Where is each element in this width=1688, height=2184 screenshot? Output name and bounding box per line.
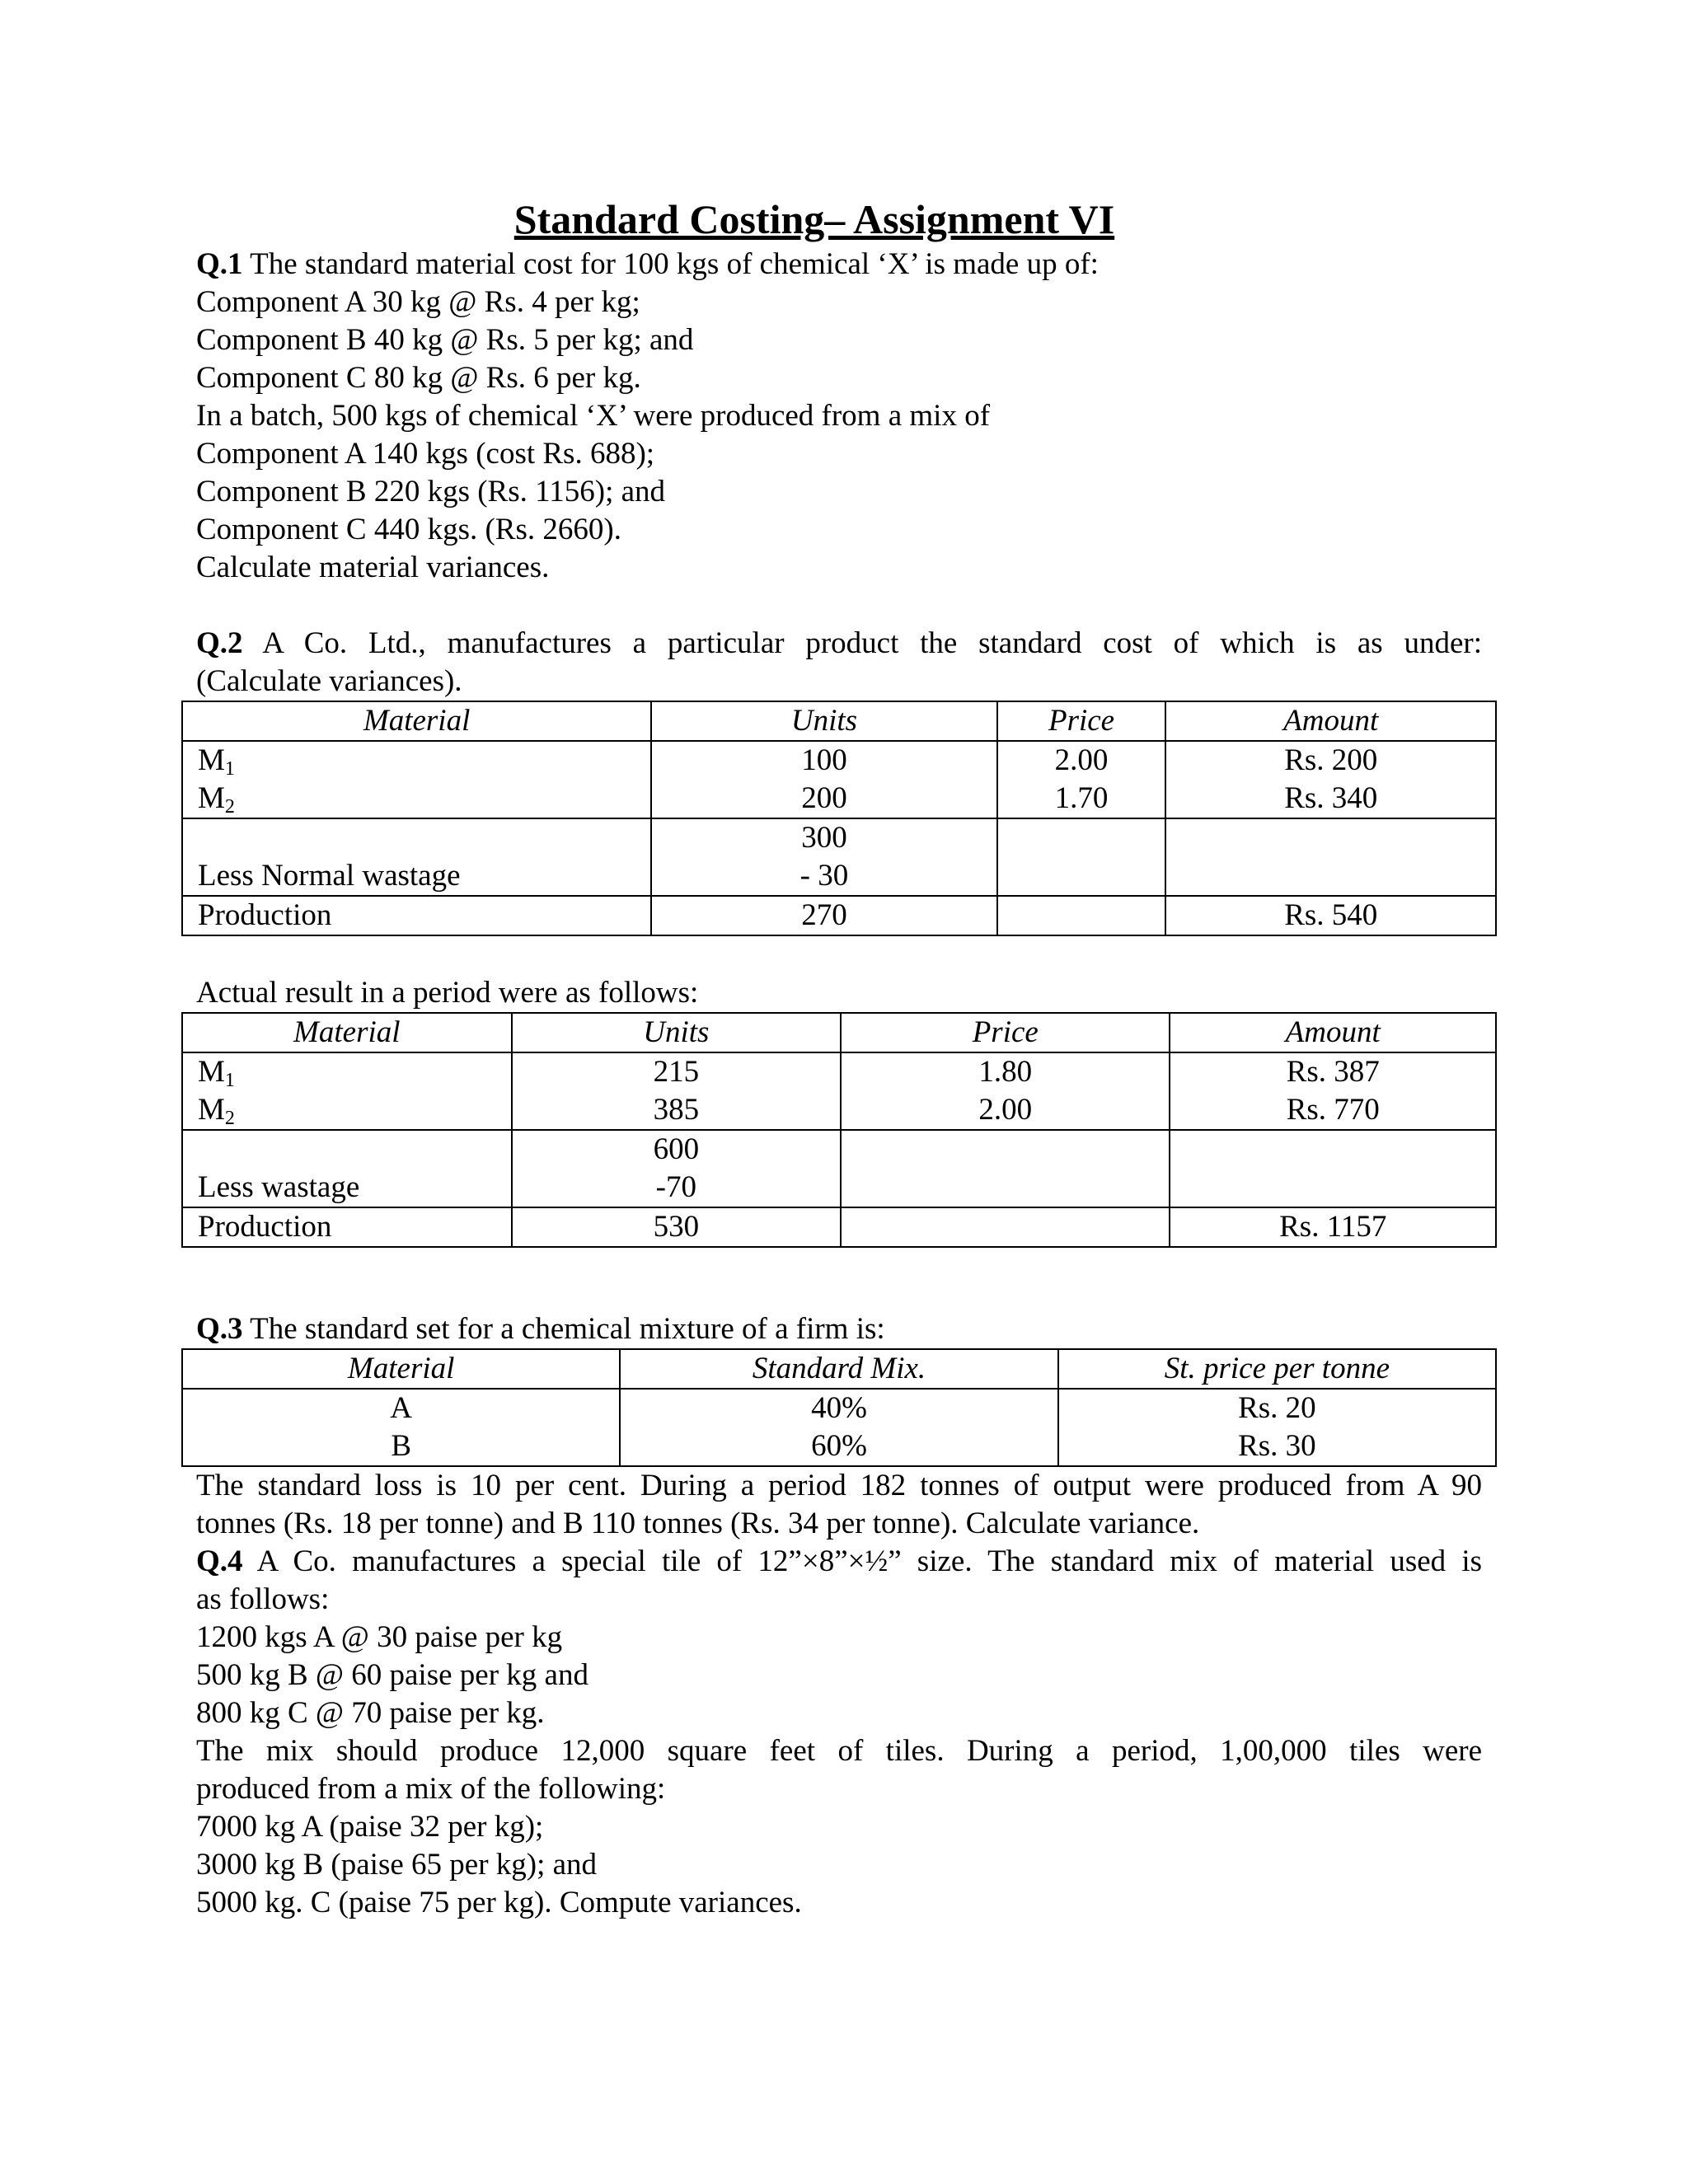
table-row: [182, 1207, 1496, 1247]
col-header-price-per-tonne: St. price per tonne: [1058, 1349, 1496, 1389]
production-amount: Rs. 540: [1165, 896, 1496, 935]
q1-intro-text: The standard material cost for 100 kgs of chemical ‘X’ is made up of:: [242, 247, 1099, 281]
q3-text-cont: tonnes (Rs. 18 per tonne) and B 110 tonnes (Rs. 34 per tonne). Calculate variance.: [196, 1507, 1200, 1540]
price-cell: Rs. 20: [1058, 1389, 1496, 1427]
actual-result-table: [181, 1012, 1497, 1248]
actual-intro: Actual result in a period were as follows:: [196, 976, 699, 1010]
q4-actual-line: 3000 kg B (paise 65 per kg); and: [196, 1848, 598, 1882]
q1-intro: [196, 246, 1482, 284]
q1-line: Component B 220 kgs (Rs. 1156); and: [196, 475, 666, 509]
production-label: Production: [182, 1207, 512, 1247]
col-header-material: Material: [182, 1013, 512, 1052]
wastage-units: - 30: [651, 857, 996, 896]
table-row: [182, 818, 1496, 857]
material-cell: $M_2$: [182, 1091, 512, 1130]
q2-intro-text: A Co. Ltd., manufactures a particular product the standard cost of which is as under:: [242, 626, 1482, 660]
q1-line: Component B 40 kg @ Rs. 5 per kg; and: [196, 323, 694, 357]
document-page: [196, 196, 1482, 1922]
production-label: Production: [182, 896, 651, 935]
q1-line: Component A 140 kgs (cost Rs. 688);: [196, 437, 655, 471]
col-header-price: Price: [841, 1013, 1170, 1052]
production-amount: Rs. 1157: [1170, 1207, 1496, 1247]
col-header-price: Price: [997, 701, 1166, 741]
wastage-label: Less Normal wastage: [182, 857, 651, 896]
q2-intro: [196, 625, 1482, 663]
standard-cost-table: [181, 701, 1497, 936]
table-row: [182, 741, 1496, 780]
wastage-units: -70: [512, 1169, 841, 1207]
q3-label: Q.3: [196, 1312, 243, 1346]
table-row: [182, 780, 1496, 818]
material-cell: $M_1$: [182, 741, 651, 780]
q1-line: Component C 440 kgs. (Rs. 2660).: [196, 513, 621, 546]
price-cell: 2.00: [841, 1091, 1170, 1130]
amount-cell: Rs. 340: [1165, 780, 1496, 818]
q3-intro: [196, 1310, 1482, 1348]
units-cell: 385: [512, 1091, 841, 1130]
standard-mix-table: [181, 1348, 1497, 1467]
q2-label: Q.2: [196, 626, 243, 660]
col-header-standard-mix: Standard Mix.: [620, 1349, 1057, 1389]
q4-actual-line: 7000 kg A (paise 32 per kg);: [196, 1810, 544, 1844]
table-header-row: [182, 1349, 1496, 1389]
production-units: 270: [651, 896, 996, 935]
total-units-cell: 600: [512, 1130, 841, 1169]
amount-cell: Rs. 200: [1165, 741, 1496, 780]
amount-cell: Rs. 387: [1170, 1052, 1496, 1091]
q4-text: The mix should produce 12,000 square feet of tiles. During a period, 1,00,000 tiles were: [196, 1734, 1482, 1768]
table-header-row: [182, 701, 1496, 741]
col-header-amount: Amount: [1170, 1013, 1496, 1052]
units-cell: 200: [651, 780, 996, 818]
production-units: 530: [512, 1207, 841, 1247]
col-header-units: Units: [651, 701, 996, 741]
q4-mix-line: 500 kg B @ 60 paise per kg and: [196, 1658, 588, 1692]
q1-line: In a batch, 500 kgs of chemical ‘X’ were produced from a mix of: [196, 399, 991, 433]
q1-line: Component C 80 kg @ Rs. 6 per kg.: [196, 361, 641, 395]
q4-actual-line: 5000 kg. C (paise 75 per kg). Compute variances.: [196, 1886, 802, 1919]
table-row: [182, 1427, 1496, 1466]
table-row: [182, 896, 1496, 935]
col-header-units: Units: [512, 1013, 841, 1052]
page-title: Standard Costing– Assignment VI: [513, 196, 1115, 242]
q4-mix-line: 1200 kgs A @ 30 paise per kg: [196, 1620, 563, 1654]
q4-label: Q.4: [196, 1544, 243, 1578]
q2-intro-cont: (Calculate variances).: [196, 664, 462, 698]
material-cell: B: [182, 1427, 620, 1466]
table-row: [182, 1130, 1496, 1169]
table-row: [182, 1052, 1496, 1091]
units-cell: 100: [651, 741, 996, 780]
col-header-amount: Amount: [1165, 701, 1496, 741]
price-cell: 1.70: [997, 780, 1166, 818]
q1-label: Q.1: [196, 247, 243, 281]
total-units-cell: 300: [651, 818, 996, 857]
q3-text: The standard loss is 10 per cent. During a period 182 tonnes of output were produced from A 90: [196, 1469, 1482, 1502]
table-row: [182, 857, 1496, 896]
q1-line: Component A 30 kg @ Rs. 4 per kg;: [196, 285, 640, 319]
price-cell: Rs. 30: [1058, 1427, 1496, 1466]
col-header-material: Material: [182, 1349, 620, 1389]
mix-cell: 40%: [620, 1389, 1057, 1427]
q4-intro: [196, 1543, 1482, 1581]
price-cell: 2.00: [997, 741, 1166, 780]
table-row: [182, 1169, 1496, 1207]
q4-intro-text: A Co. manufactures a special tile of 12”×8”×½” size. The standard mix of material used is: [242, 1544, 1482, 1578]
q4-text-cont: produced from a mix of the following:: [196, 1772, 666, 1806]
mix-cell: 60%: [620, 1427, 1057, 1466]
price-cell: 1.80: [841, 1052, 1170, 1091]
units-cell: 215: [512, 1052, 841, 1091]
wastage-label: Less wastage: [182, 1169, 512, 1207]
q3-intro-text: The standard set for a chemical mixture of a firm is:: [242, 1312, 885, 1346]
q4-intro-cont: as follows:: [196, 1582, 330, 1616]
amount-cell: Rs. 770: [1170, 1091, 1496, 1130]
q4-mix-line: 800 kg C @ 70 paise per kg.: [196, 1696, 545, 1730]
col-header-material: Material: [182, 701, 651, 741]
q1-line: Calculate material variances.: [196, 551, 550, 584]
table-row: [182, 1389, 1496, 1427]
material-cell: A: [182, 1389, 620, 1427]
table-header-row: [182, 1013, 1496, 1052]
table-row: [182, 1091, 1496, 1130]
material-cell: $M_1$: [182, 1052, 512, 1091]
material-cell: $M_2$: [182, 780, 651, 818]
